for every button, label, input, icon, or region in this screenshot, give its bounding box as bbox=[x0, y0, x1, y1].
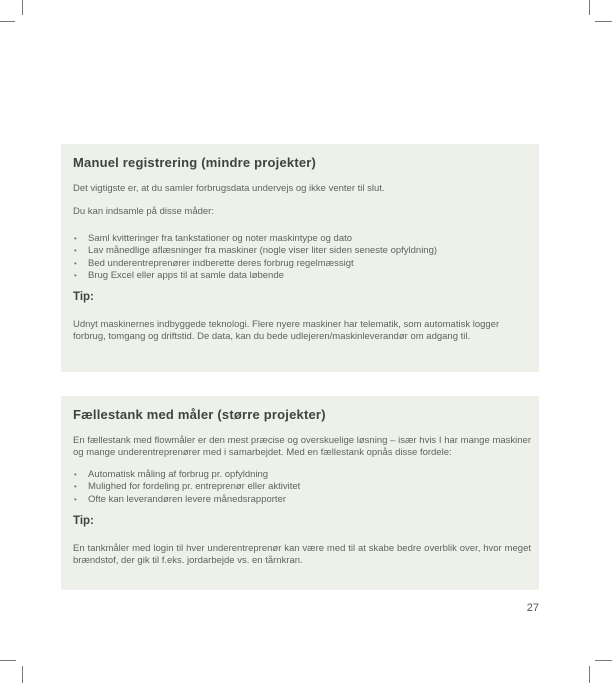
crop-mark-bottom-left-horizontal bbox=[0, 660, 16, 661]
tip-paragraph: En tankmåler med login til hver underentreprenør kan være med til at skabe bedre overblik over, hvor meget brændstof, der gik til f.eks. jordarbejde vs. en tårnkran. bbox=[73, 542, 531, 566]
bullet-item: • Mulighed for fordeling pr. entreprenør eller aktivitet bbox=[73, 481, 531, 493]
tip-paragraph: Udnyt maskinernes indbyggede teknologi. Flere nyere maskiner har telematik, som automatisk logger forbrug, tomgang og driftstid. De data, kan du bede udlejeren/maskinleverandør om adgang til. bbox=[73, 319, 500, 343]
bullet-item: • Lav månedlige aflæsninger fra maskiner (nogle viser liter siden seneste opfyldning) bbox=[73, 245, 531, 257]
tip-heading: Tip: bbox=[73, 514, 94, 527]
crop-mark-bottom-right-horizontal bbox=[595, 660, 612, 661]
bullet-list bbox=[73, 469, 531, 506]
intro-paragraph: En fællestank med flowmåler er den mest præcise og overskuelige løsning – især hvis I har mange maskiner og mange underentreprenører med i samarbejdet. Med en fællestank opnås disse fordele: bbox=[73, 435, 531, 458]
intro-paragraph: Du kan indsamle på disse måder: bbox=[73, 206, 214, 217]
bullet-item: • Automatisk måling af forbrug pr. opfyldning bbox=[73, 469, 531, 481]
bullet-item: • Ofte kan leverandøren levere månedsrapporter bbox=[73, 494, 531, 506]
page-number: 27 bbox=[526, 602, 539, 614]
crop-mark-bottom-right-vertical bbox=[589, 666, 590, 683]
section-title: Fællestank med måler (større projekter) bbox=[73, 407, 326, 422]
section-title: Manuel registrering (mindre projekter) bbox=[73, 155, 317, 170]
bullet-item: • Brug Excel eller apps til at samle data løbende bbox=[73, 270, 531, 282]
bullet-item: • Bed underentreprenører indberette deres forbrug regelmæssigt bbox=[73, 258, 531, 270]
crop-mark-bottom-left-vertical bbox=[22, 666, 23, 683]
bullet-list bbox=[73, 233, 531, 282]
bullet-item: • Saml kvitteringer fra tankstationer og noter maskintype og dato bbox=[73, 233, 531, 245]
section-manuel-registrering bbox=[61, 144, 539, 372]
section-faellestank-med-maaler bbox=[61, 396, 539, 590]
crop-mark-top-left-horizontal bbox=[0, 21, 15, 22]
intro-paragraph: Det vigtigste er, at du samler forbrugsdata undervejs og ikke venter til slut. bbox=[73, 183, 385, 194]
crop-mark-top-right-vertical bbox=[589, 0, 590, 15]
crop-mark-top-left-vertical bbox=[22, 0, 23, 15]
crop-mark-top-right-horizontal bbox=[595, 21, 612, 22]
tip-heading: Tip: bbox=[73, 291, 94, 304]
